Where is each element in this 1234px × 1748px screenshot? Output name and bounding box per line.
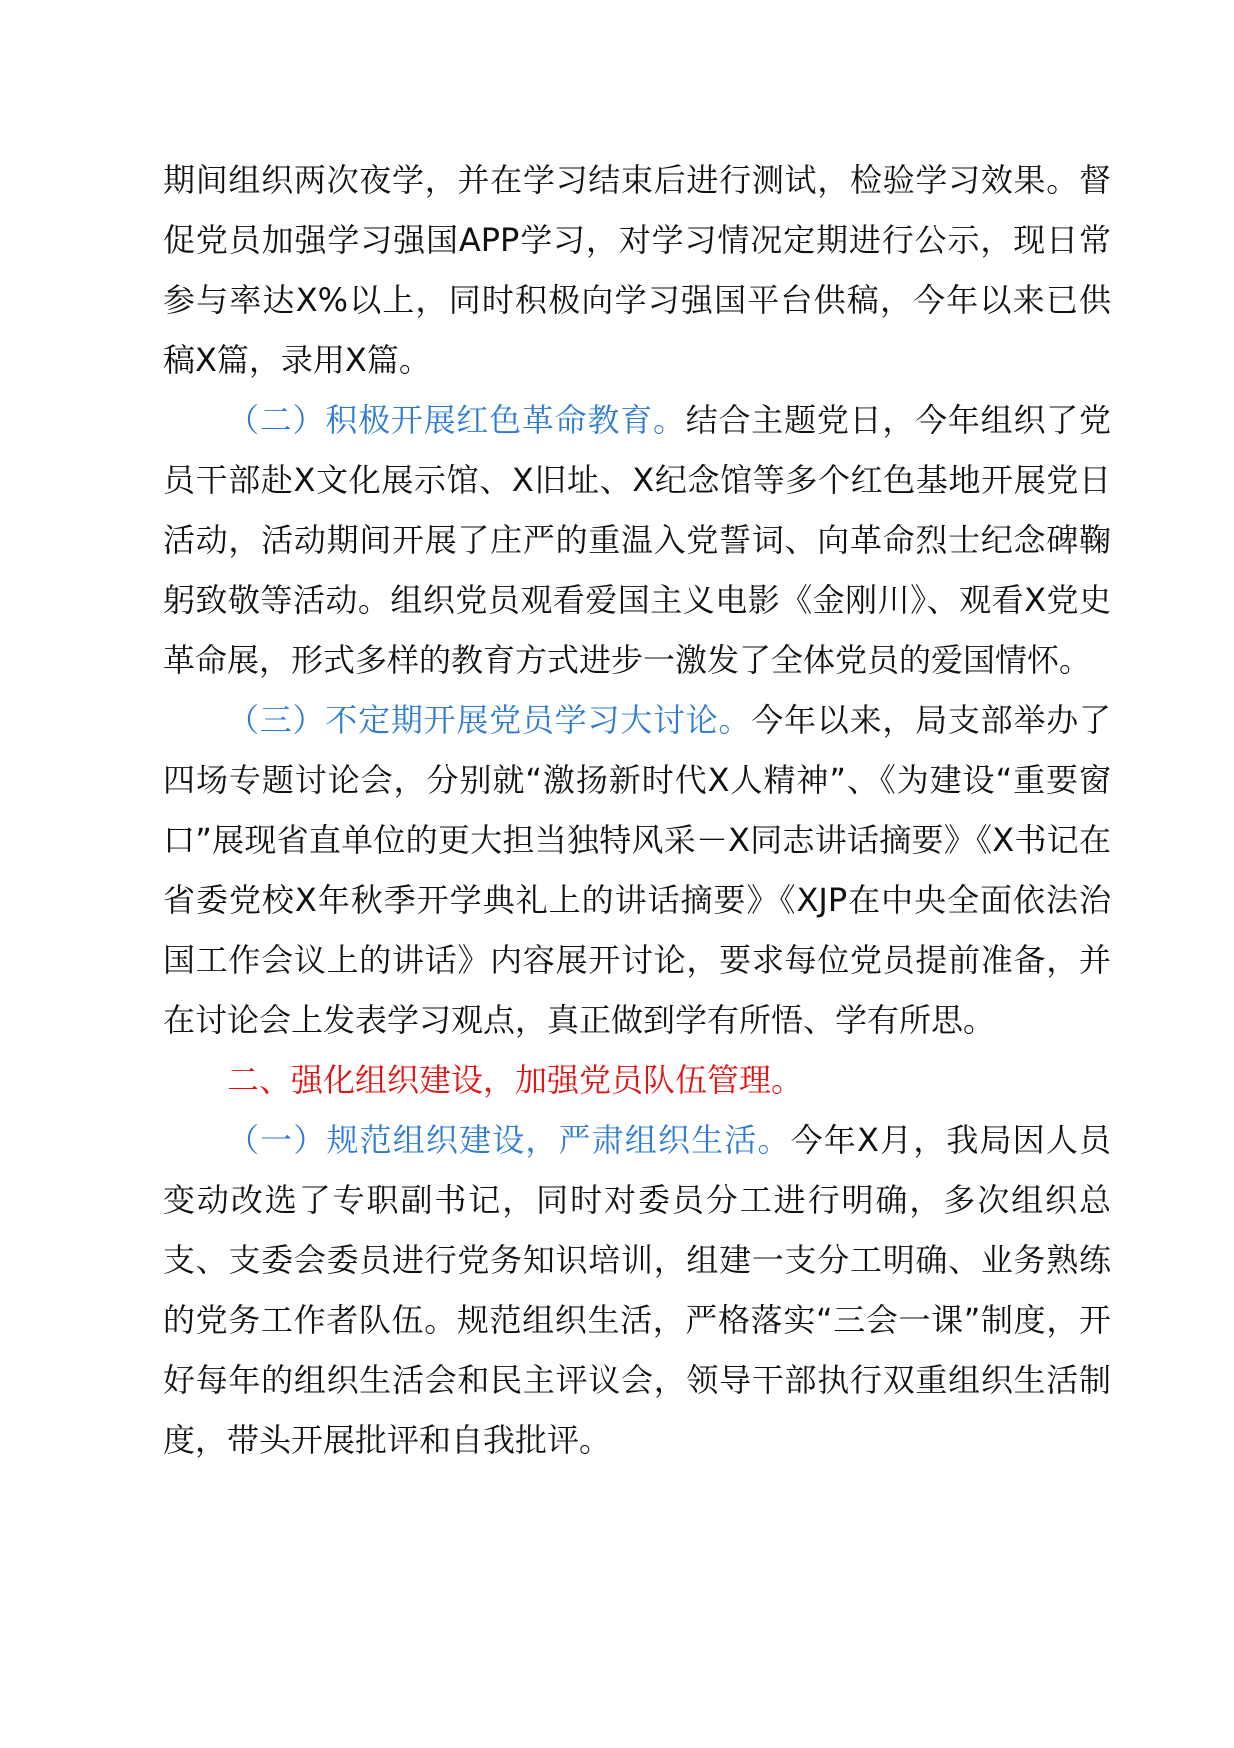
- paragraph-text: 今年X月，我局因人员变动改选了专职副书记，同时对委员分工进行明确，多次组织总支、支委会委员进行党务知识培训，组建一支分工明确、业务熟练的党务工作者队伍。规范组织生活，严格落实“三会一课”制度，开好每年的组织生活会和民主评议会，领导干部执行双重组织生活制度，带头开展批评和自我批评。: [163, 1121, 1111, 1459]
- paragraph-text: 期间组织两次夜学，并在学习结束后进行测试，检验学习效果。督促党员加强学习强国APP学习，对学习情况定期进行公示，现日常参与率达X%以上，同时积极向学习强国平台供稿，今年以来已供稿X篇，录用X篇。: [163, 161, 1111, 379]
- section-heading: 二、强化组织建设，加强党员队伍管理。: [227, 1061, 804, 1099]
- subheading-organization-building: （一）规范组织建设，严肃组织生活。: [227, 1121, 791, 1159]
- paragraph-text: 结合主题党日，今年组织了党员干部赴X文化展示馆、X旧址、X纪念馆等多个红色基地开展党日活动，活动期间开展了庄严的重温入党誓词、向革命烈士纪念碑鞠躬致敬等活动。组织党员观看爱国主义电影《金刚川》、观看X党史革命展，形式多样的教育方式进步一激发了全体党员的爱国情怀。: [163, 401, 1111, 679]
- paragraph-study-continuation: [163, 150, 1111, 390]
- paragraph-organization-building: [163, 1110, 1111, 1470]
- subheading-study-discussion: （三）不定期开展党员学习大讨论。: [227, 701, 752, 739]
- document-page: [163, 150, 1111, 1470]
- subheading-red-education: （二）积极开展红色革命教育。: [227, 401, 686, 439]
- section-heading-organization: [163, 1050, 1111, 1110]
- paragraph-text: 今年以来，局支部举办了四场专题讨论会，分别就“激扬新时代X人精神”、《为建设“重要窗口”展现省直单位的更大担当独特风采－X同志讲话摘要》《X书记在省委党校X年秋季开学典礼上的讲话摘要》《XJP在中央全面依法治国工作会议上的讲话》内容展开讨论，要求每位党员提前准备，并在讨论会上发表学习观点，真正做到学有所悟、学有所思。: [163, 701, 1111, 1039]
- paragraph-red-education: [163, 390, 1111, 690]
- paragraph-study-discussion: [163, 690, 1111, 1050]
